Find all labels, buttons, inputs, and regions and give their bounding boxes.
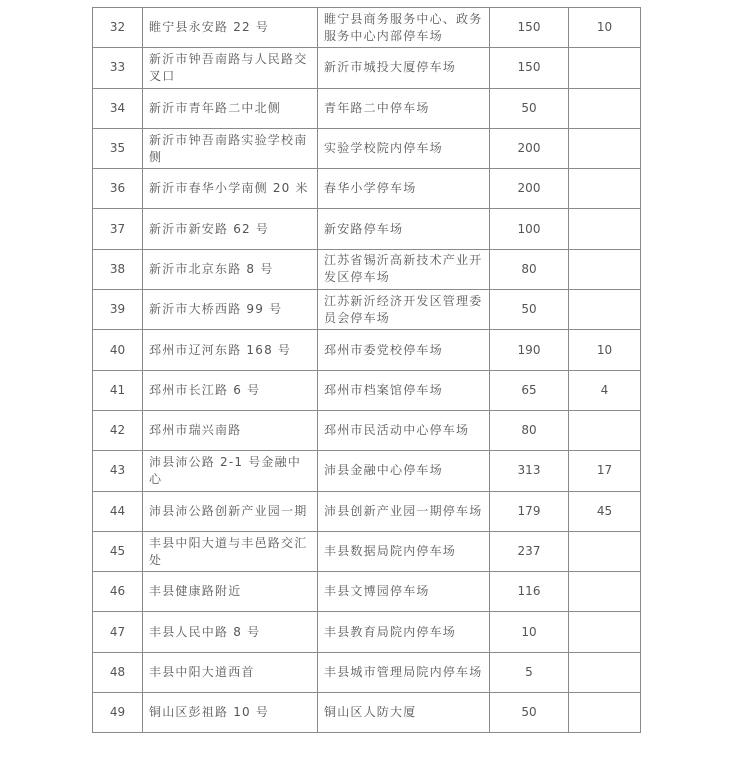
row-number-cell: 36 [93,169,143,209]
parking-spaces-cell: 200 [490,169,569,209]
parking-spaces-cell: 313 [490,451,569,491]
charging-piles-cell [569,410,641,450]
table-row [93,451,641,491]
parking-spaces-cell: 5 [490,652,569,692]
parking-spaces-cell: 80 [490,249,569,289]
charging-piles-cell: 10 [569,330,641,370]
address-cell: 新沂市大桥西路 99 号 [143,290,318,330]
parking-spaces-cell: 190 [490,330,569,370]
table-row [93,612,641,652]
row-number-cell: 33 [93,48,143,88]
address-cell: 邳州市长江路 6 号 [143,370,318,410]
table-row [93,410,641,450]
row-number-cell: 35 [93,128,143,168]
row-number-cell: 39 [93,290,143,330]
parking-lot-table [92,7,641,733]
parking-spaces-cell: 65 [490,370,569,410]
parking-lot-name-cell: 邳州市档案馆停车场 [318,370,490,410]
address-cell: 新沂市青年路二中北侧 [143,88,318,128]
address-cell: 新沂市钟吾南路实验学校南侧 [143,128,318,168]
charging-piles-cell [569,652,641,692]
parking-lot-name-cell: 睢宁县商务服务中心、政务服务中心内部停车场 [318,8,490,48]
row-number-cell: 46 [93,572,143,612]
parking-lot-name-cell: 丰县文博园停车场 [318,572,490,612]
row-number-cell: 38 [93,249,143,289]
charging-piles-cell: 4 [569,370,641,410]
table-row [93,693,641,733]
table-body [93,8,641,733]
table-row [93,128,641,168]
parking-spaces-cell: 150 [490,8,569,48]
charging-piles-cell [569,48,641,88]
table-row [93,531,641,571]
table-row [93,652,641,692]
row-number-cell: 48 [93,652,143,692]
parking-spaces-cell: 100 [490,209,569,249]
parking-spaces-cell: 116 [490,572,569,612]
parking-spaces-cell: 150 [490,48,569,88]
row-number-cell: 32 [93,8,143,48]
table-row [93,169,641,209]
row-number-cell: 37 [93,209,143,249]
address-cell: 新沂市新安路 62 号 [143,209,318,249]
parking-lot-name-cell: 铜山区人防大厦 [318,693,490,733]
parking-lot-name-cell: 丰县城市管理局院内停车场 [318,652,490,692]
row-number-cell: 45 [93,531,143,571]
parking-lot-name-cell: 沛县金融中心停车场 [318,451,490,491]
table-row [93,8,641,48]
address-cell: 新沂市北京东路 8 号 [143,249,318,289]
address-cell: 丰县中阳大道与丰邑路交汇处 [143,531,318,571]
charging-piles-cell [569,693,641,733]
parking-lot-name-cell: 江苏省锡沂高新技术产业开发区停车场 [318,249,490,289]
parking-spaces-cell: 200 [490,128,569,168]
parking-lot-name-cell: 沛县创新产业园一期停车场 [318,491,490,531]
charging-piles-cell: 17 [569,451,641,491]
address-cell: 睢宁县永安路 22 号 [143,8,318,48]
row-number-cell: 40 [93,330,143,370]
address-cell: 沛县沛公路 2-1 号金融中心 [143,451,318,491]
parking-spaces-cell: 237 [490,531,569,571]
table-row [93,370,641,410]
parking-lot-name-cell: 江苏新沂经济开发区管理委员会停车场 [318,290,490,330]
row-number-cell: 42 [93,410,143,450]
charging-piles-cell [569,249,641,289]
parking-lot-name-cell: 实验学校院内停车场 [318,128,490,168]
address-cell: 邳州市瑞兴南路 [143,410,318,450]
charging-piles-cell [569,612,641,652]
row-number-cell: 34 [93,88,143,128]
parking-spaces-cell: 50 [490,693,569,733]
table-row [93,572,641,612]
address-cell: 邳州市辽河东路 168 号 [143,330,318,370]
table-row [93,48,641,88]
table-row [93,491,641,531]
table-row [93,209,641,249]
parking-spaces-cell: 50 [490,290,569,330]
parking-lot-name-cell: 青年路二中停车场 [318,88,490,128]
charging-piles-cell: 10 [569,8,641,48]
address-cell: 丰县中阳大道西首 [143,652,318,692]
parking-lot-name-cell: 丰县数据局院内停车场 [318,531,490,571]
charging-piles-cell [569,128,641,168]
charging-piles-cell [569,572,641,612]
table-row [93,290,641,330]
address-cell: 丰县健康路附近 [143,572,318,612]
row-number-cell: 41 [93,370,143,410]
parking-spaces-cell: 50 [490,88,569,128]
row-number-cell: 47 [93,612,143,652]
charging-piles-cell [569,531,641,571]
address-cell: 丰县人民中路 8 号 [143,612,318,652]
parking-lot-name-cell: 新沂市城投大厦停车场 [318,48,490,88]
address-cell: 沛县沛公路创新产业园一期 [143,491,318,531]
charging-piles-cell [569,209,641,249]
address-cell: 铜山区彭祖路 10 号 [143,693,318,733]
parking-lot-name-cell: 春华小学停车场 [318,169,490,209]
parking-lot-name-cell: 新安路停车场 [318,209,490,249]
parking-lot-name-cell: 丰县教育局院内停车场 [318,612,490,652]
charging-piles-cell [569,88,641,128]
parking-lot-name-cell: 邳州市委党校停车场 [318,330,490,370]
row-number-cell: 43 [93,451,143,491]
address-cell: 新沂市钟吾南路与人民路交叉口 [143,48,318,88]
parking-lot-name-cell: 邳州市民活动中心停车场 [318,410,490,450]
row-number-cell: 49 [93,693,143,733]
parking-spaces-cell: 179 [490,491,569,531]
table-row [93,249,641,289]
address-cell: 新沂市春华小学南侧 20 米 [143,169,318,209]
charging-piles-cell: 45 [569,491,641,531]
table-row [93,88,641,128]
charging-piles-cell [569,290,641,330]
row-number-cell: 44 [93,491,143,531]
parking-spaces-cell: 10 [490,612,569,652]
charging-piles-cell [569,169,641,209]
table-row [93,330,641,370]
parking-spaces-cell: 80 [490,410,569,450]
